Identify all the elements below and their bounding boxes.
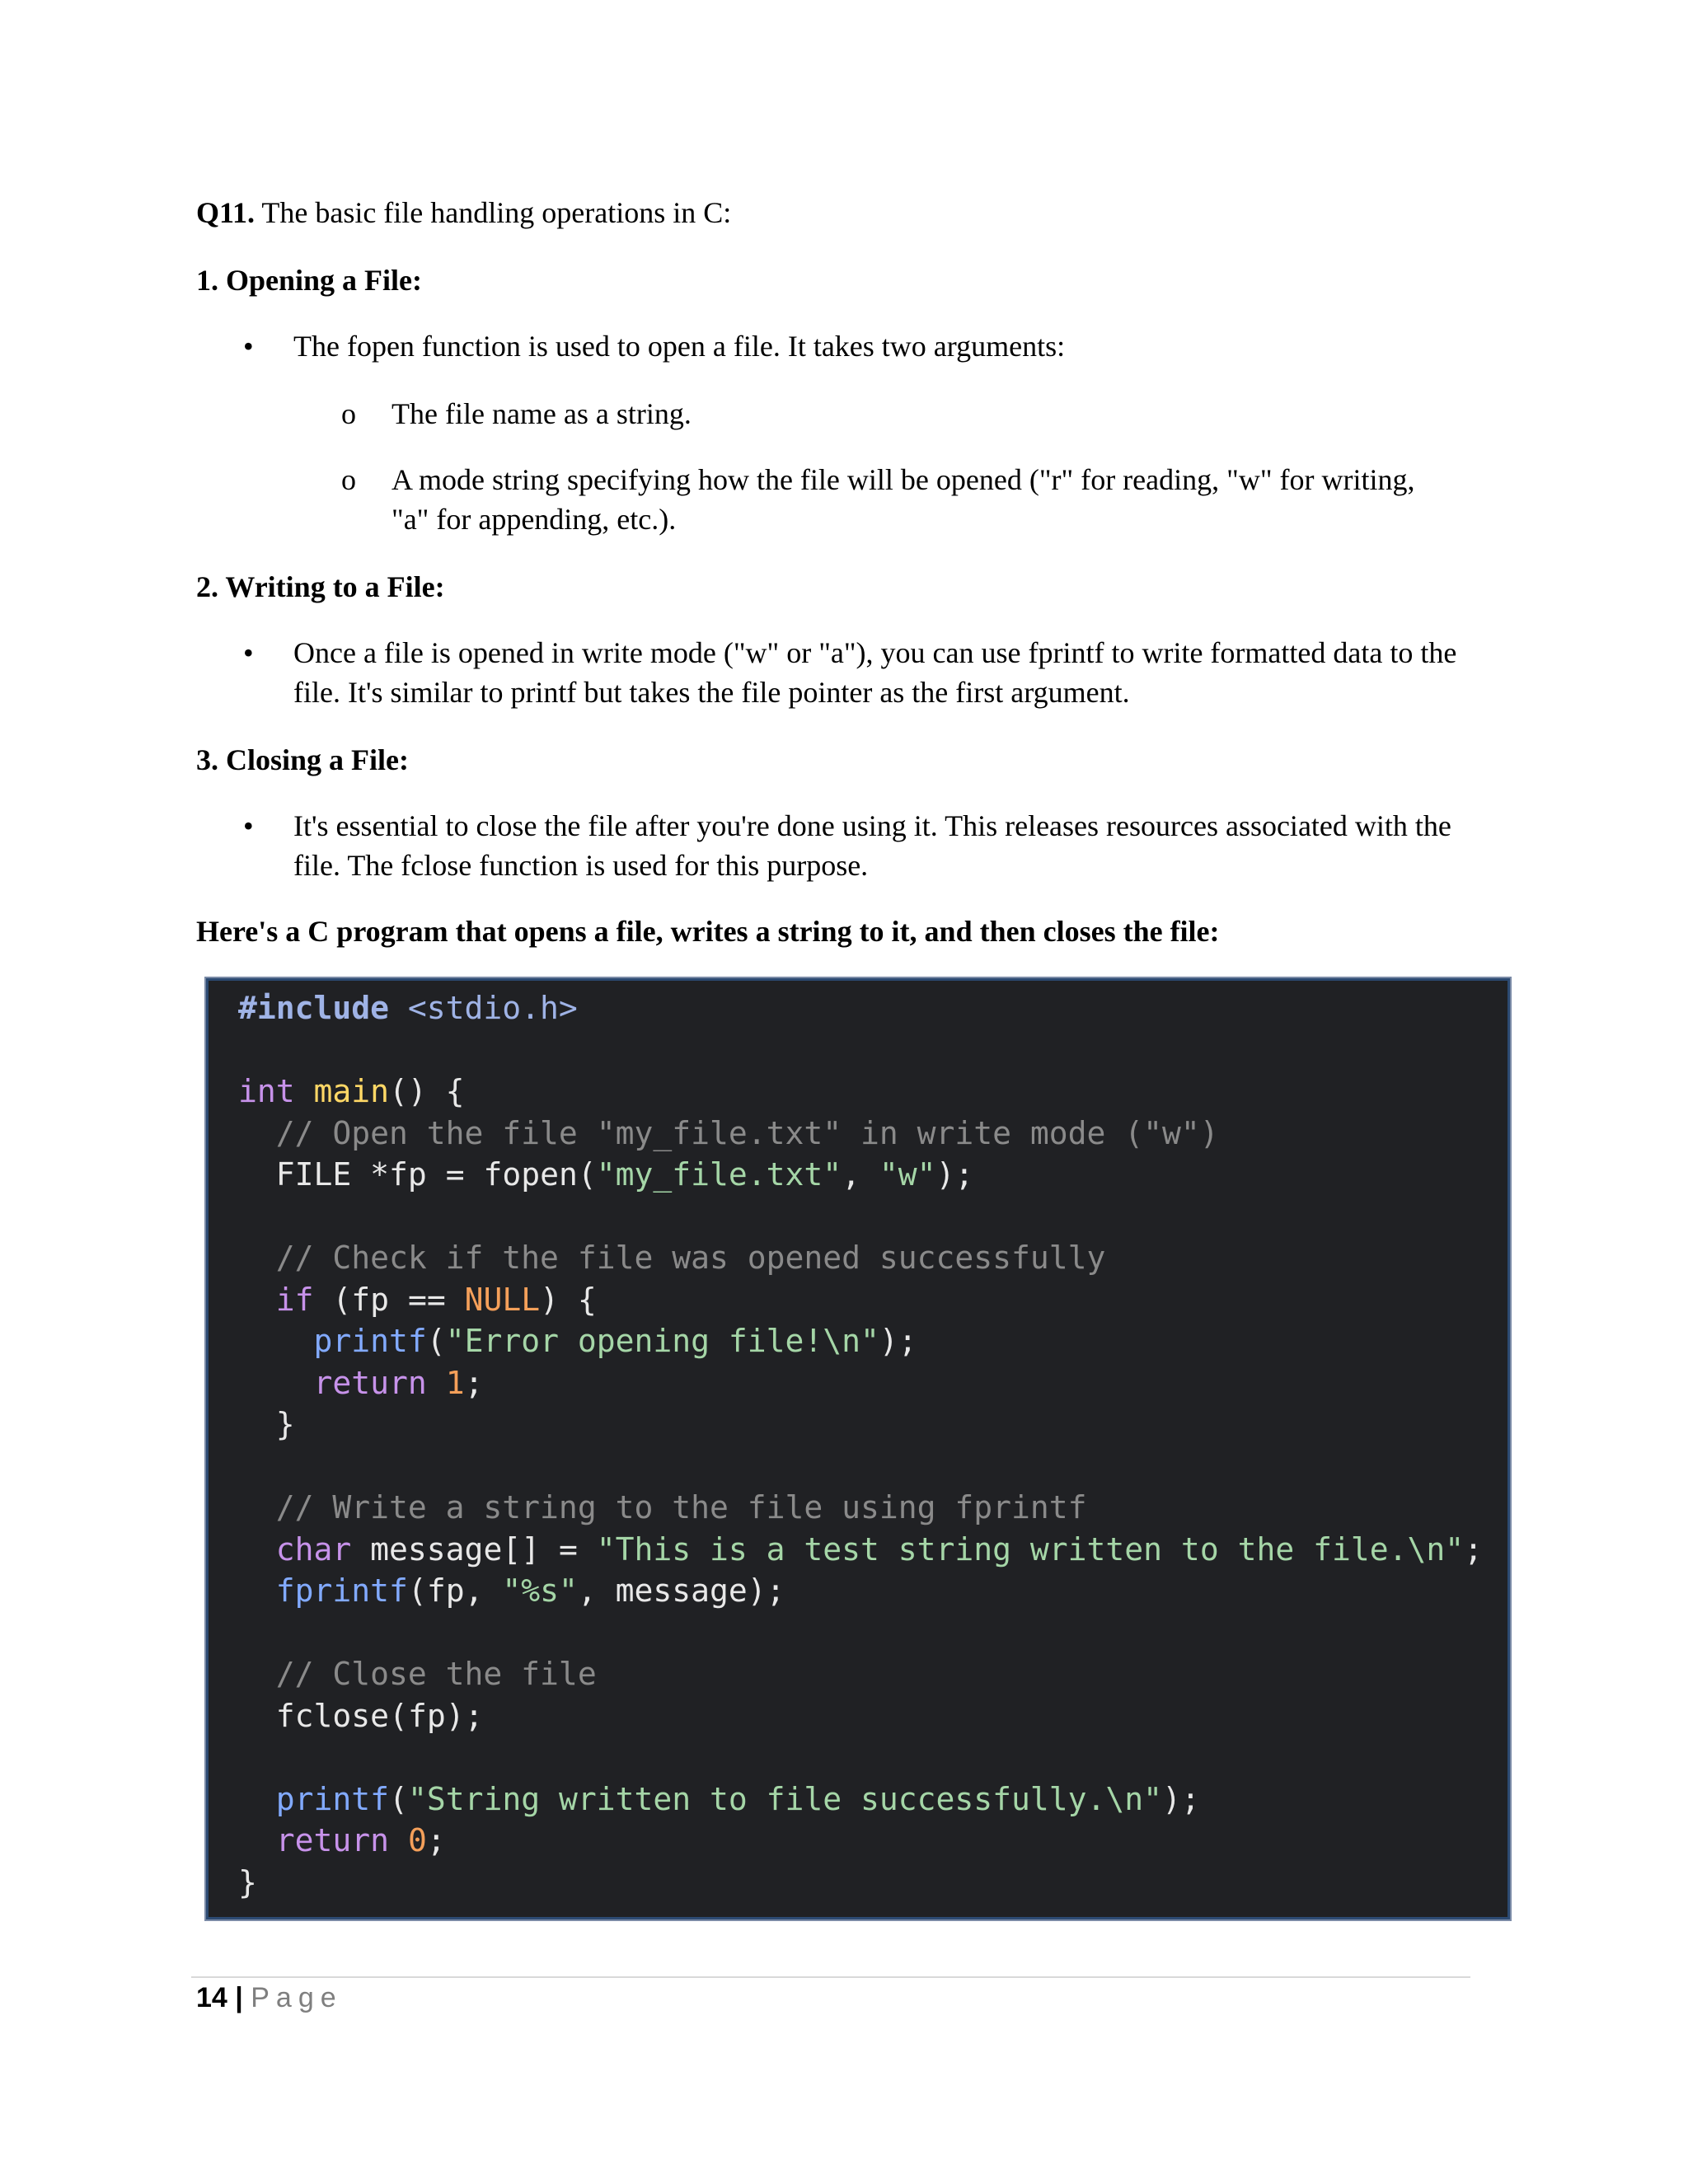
bullet-text: file. It's similar to printf but takes the file pointer as the first argument. <box>293 676 1130 709</box>
sub-bullet-symbol: o <box>341 397 356 430</box>
code-line: // Write a string to the file using fprintf <box>275 1489 1087 1526</box>
bullet-text: It's essential to close the file after you're done using it. This releases resources associated with the <box>293 809 1451 842</box>
code-line: } <box>238 1406 295 1442</box>
sub-bullet-text: "a" for appending, etc.). <box>392 503 677 536</box>
question-label: Q11. <box>196 196 256 229</box>
bullet-symbol: • <box>243 809 254 842</box>
page-separator: | <box>227 1982 251 2013</box>
code-line: int main() { <box>238 1073 465 1109</box>
page-footer <box>196 1978 343 2018</box>
section-title-opening: 1. Opening a File: <box>196 264 423 297</box>
sub-bullet-text: A mode string specifying how the file will be opened ("r" for reading, "w" for writing, <box>392 463 1415 496</box>
code-line: if (fp == NULL) { <box>275 1281 597 1318</box>
bullet-text: The fopen function is used to open a file. It takes two arguments: <box>293 330 1066 363</box>
code-block <box>206 978 1510 1919</box>
code-line: FILE *fp = fopen("my_file.txt", "w"); <box>275 1156 974 1193</box>
code-line: printf("Error opening file!\n"); <box>313 1323 917 1359</box>
program-intro: Here's a C program that opens a file, writes a string to it, and then closes the file: <box>196 915 1220 948</box>
footer-divider <box>191 1976 1470 1978</box>
code-line: fclose(fp); <box>275 1697 484 1734</box>
code-line: return 0; <box>275 1822 446 1858</box>
section-title-writing: 2. Writing to a File: <box>196 570 445 603</box>
code-line: // Close the file <box>275 1656 597 1692</box>
section-title-closing: 3. Closing a File: <box>196 743 409 776</box>
question-text: The basic file handling operations in C: <box>255 196 732 229</box>
page-word: Page <box>251 1982 343 2013</box>
bullet-symbol: • <box>243 330 254 363</box>
bullet-text: Once a file is opened in write mode ("w" or "a"), you can use fprintf to write formatted data to the <box>293 636 1457 669</box>
sub-bullet-symbol: o <box>341 463 356 496</box>
bullet-symbol: • <box>243 636 254 669</box>
code-line: return 1; <box>313 1364 484 1401</box>
page-number: 14 <box>196 1982 227 2013</box>
bullet-text: file. The fclose function is used for this purpose. <box>293 849 869 882</box>
code-line: #include <stdio.h> <box>238 990 578 1026</box>
code-line: char message[] = "This is a test string written to the file.\n"; <box>275 1530 1483 1568</box>
sub-bullet-text: The file name as a string. <box>392 397 692 430</box>
code-line: // Open the file "my_file.txt" in write mode ("w") <box>275 1114 1219 1151</box>
question-heading <box>196 193 731 232</box>
code-line: printf("String written to file successfully.\n"); <box>275 1780 1200 1817</box>
code-line: fprintf(fp, "%s", message); <box>275 1572 785 1609</box>
code-line: } <box>238 1863 257 1900</box>
code-line: // Check if the file was opened successfully <box>275 1240 1106 1276</box>
